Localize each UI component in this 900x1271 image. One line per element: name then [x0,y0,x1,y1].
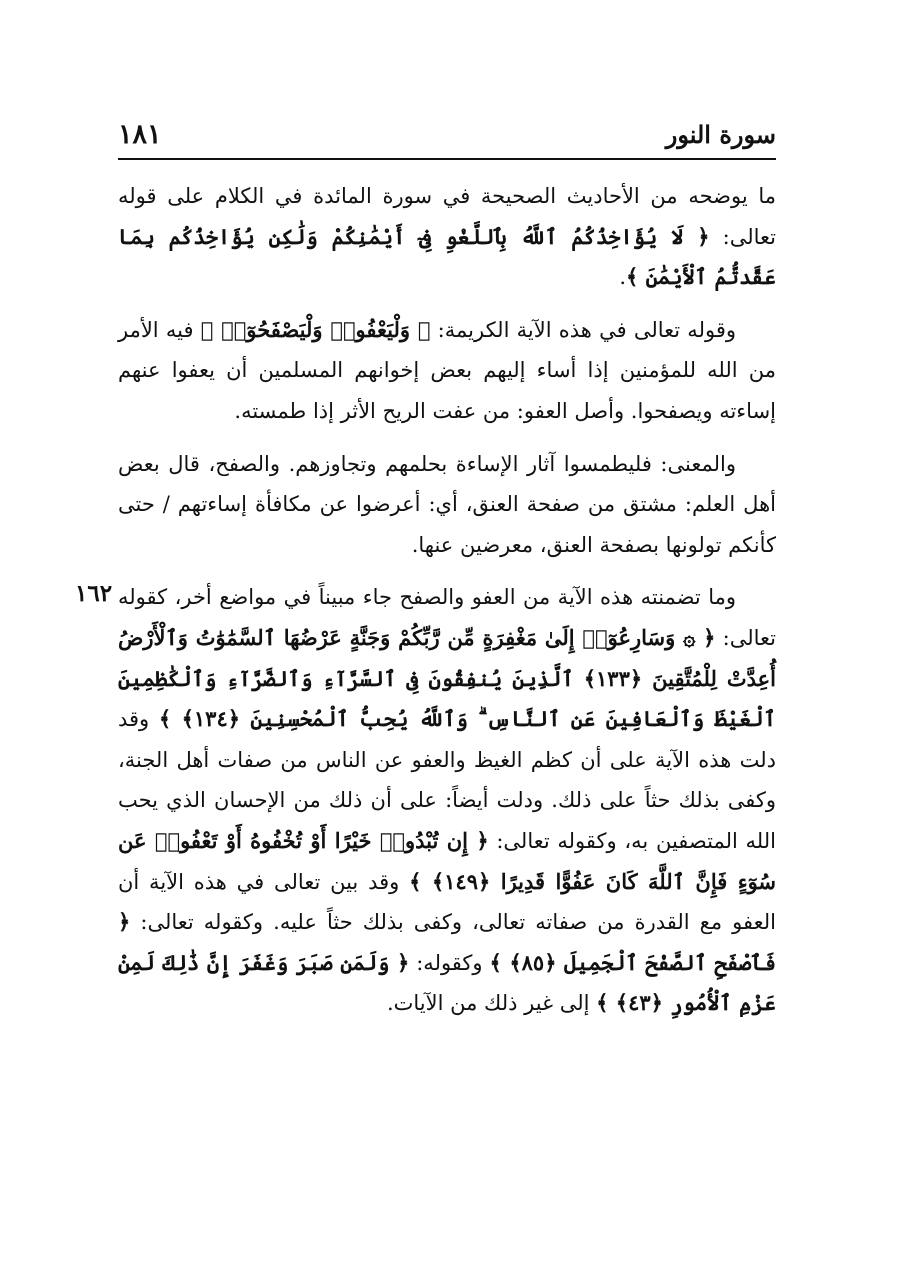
quran-verse: ﴿ وَلْيَعْفُوا۟ وَلْيَصْفَحُوٓا۟ ﴾ [200,316,431,342]
quran-verse: ﴿ وَلَمَن صَبَرَ وَغَفَرَ إِنَّ ذَٰلِكَ لَمِنْ عَزْمِ ٱلْأُمُورِ ﴿٤٣﴾ ﴾ [118,949,776,1016]
quran-verse: ﴿ فَٱصْفَحِ ٱلصَّفْحَ ٱلْجَمِيلَ ﴿٨٥﴾ ﴾ [118,909,776,975]
header-rule [118,158,776,160]
quran-verse: ﴿ إِن تُبْدُوا۟ خَيْرًا أَوْ تُخْفُوهُ أَوْ تَعْفُوا۟ عَن سُوٓءٍ فَإِنَّ ٱللَّهَ كَانَ عَفُوًّا قَدِيرًا ﴿١٤٩﴾ ﴾ [118,827,777,894]
quran-verse: ﴿ لَا يُؤَاخِذُكُمُ ٱللَّهُ بِٱللَّغْوِ فِىٓ أَيْمَٰنِكُمْ وَلَٰكِن يُؤَاخِذُكُم بِمَا عَقَّدتُّمُ ٱلْأَيْمَٰنَ ﴾ [118,223,776,290]
paragraph-2: وقوله تعالى في هذه الآية الكريمة: ﴿ وَلْيَعْفُوا۟ وَلْيَصْفَحُوٓا۟ ﴾ فيه الأمر من الله للمؤمنين إذا أساء إليهم بعض إخوانهم المسلمين أن يعفوا عنهم إساءته ويصفحوا. وأصل العفو: من عفت الريح الأثر إذا طمسته. [118,316,776,423]
paragraph-4: وما تضمنته هذه الآية من العفو والصفح جاء مبيناً في مواضع أخر، كقوله تعالى: ﴿ ۞ وَسَارِعُوٓا۟ إِلَىٰ مَغْفِرَةٍ مِّن رَّبِّكُمْ وَجَنَّةٍ عَرْضُهَا ٱلسَّمَٰوَٰتُ وَٱلْأَرْضُ أُعِدَّتْ لِلْمُتَّقِينَ ﴿١٣٣﴾ ٱلَّذِينَ يُنفِقُونَ فِى ٱلسَّرَّآءِ وَٱلضَّرَّآءِ وَٱلْكَٰظِمِينَ ٱلْغَيْظَ وَٱلْعَافِينَ عَنِ ٱلنَّاسِ ۗ وَٱللَّهُ يُحِبُّ ٱلْمُحْسِنِينَ ﴿١٣٤﴾ ﴾ وقد دلت هذه الآية على أن كظم الغيظ والعفو عن الناس من صفات أهل الجنة، وكفى بذلك حثاً على ذلك. ودلت أيضاً: على أن ذلك من الإحسان الذي يحب الله المتصفين به، وكقوله تعالى: ﴿ إِن تُبْدُوا۟ خَيْرًا أَوْ تُخْفُوهُ أَوْ تَعْفُوا۟ عَن سُوٓءٍ فَإِنَّ ٱللَّهَ كَانَ عَفُوًّا قَدِيرًا ﴿١٤٩﴾ ﴾ وقد بين تعالى في هذه الآية أن العفو مع القدرة من صفاته تعالى، وكفى بذلك حثاً عليه. وكقوله تعالى: ﴿ فَٱصْفَحِ ٱلصَّفْحَ ٱلْجَمِيلَ ﴿٨٥﴾ ﴾ وكقوله: ﴿ وَلَمَن صَبَرَ وَغَفَرَ إِنَّ ذَٰلِكَ لَمِنْ عَزْمِ ٱلْأُمُورِ ﴿٤٣﴾ ﴾ إلى غير ذلك من الآيات. [118,585,777,1016]
paragraph-1: ما يوضحه من الأحاديث الصحيحة في سورة المائدة في الكلام على قوله تعالى: ﴿ لَا يُؤَاخِذُكُمُ ٱللَّهُ بِٱللَّغْوِ فِىٓ أَيْمَٰنِكُمْ وَلَٰكِن يُؤَاخِذُكُم بِمَا عَقَّدتُّمُ ٱلْأَيْمَٰنَ ﴾. [118,184,776,290]
body-text [118,176,776,1036]
quran-verse: ﴿ ۞ وَسَارِعُوٓا۟ إِلَىٰ مَغْفِرَةٍ مِّن رَّبِّكُمْ وَجَنَّةٍ عَرْضُهَا ٱلسَّمَٰوَٰتُ وَٱلْأَرْضُ أُعِدَّتْ لِلْمُتَّقِينَ ﴿١٣٣﴾ ٱلَّذِينَ يُنفِقُونَ فِى ٱلسَّرَّآءِ وَٱلضَّرَّآءِ وَٱلْكَٰظِمِينَ ٱلْغَيْظَ وَٱلْعَافِينَ عَنِ ٱلنَّاسِ ۗ وَٱللَّهُ يُحِبُّ ٱلْمُحْسِنِينَ ﴿١٣٤﴾ ﴾ [118,624,777,732]
margin-reference: ١٦٢ [75,580,113,607]
paragraph-3: والمعنى: فليطمسوا آثار الإساءة بحلمهم وتجاوزهم. والصفح، قال بعض أهل العلم: مشتق من صفحة العنق، أي: أعرضوا عن مكافأة إساءتهم / حتى كأنكم تولونها بصفحة العنق، معرضين عنها. [118,451,776,557]
surah-title: سورة النور [665,119,776,149]
page-header [118,112,776,156]
page-number: ١٨١ [118,118,162,150]
